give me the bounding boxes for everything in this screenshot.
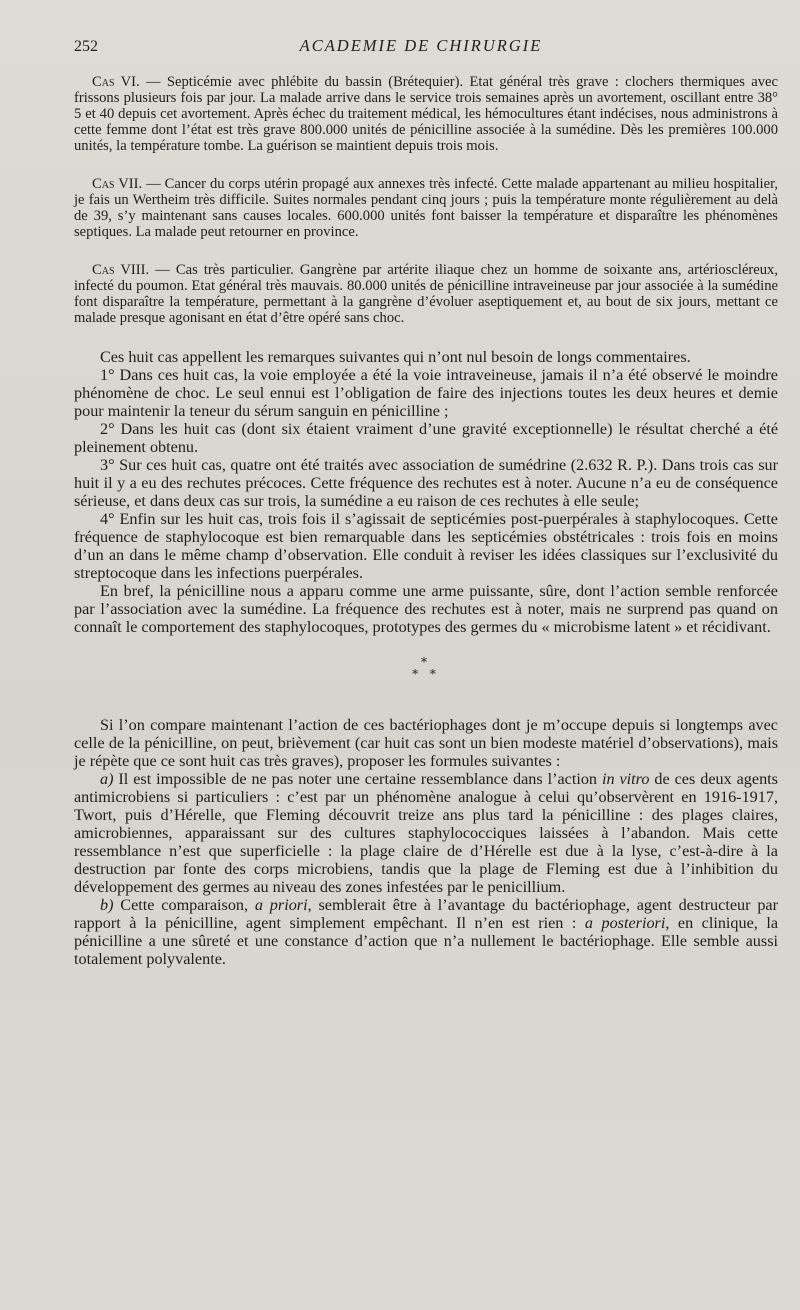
case-report [74, 74, 778, 154]
point-a-italic: in vitro [601, 770, 650, 788]
case-text: — Septicémie avec phlébite du bassin (Brétequier). Etat général très grave : clochers thermiques avec frissons plusieurs fois par jour. La malade arrive dans le service trois semaines après un avortement, oscillant entre 38° 5 et 40 depuis cet avortement. Après échec du traitement médical, les hémocultures étant indécises, nous administrons à cette femme dont l’état est très grave 800.000 unités de pénicilline associée à la sumédine. Dès les premières 100.000 unités, la température tombe. La guérison se maintient depuis trois mois. [74, 74, 778, 154]
point-b-text-1: Cette comparaison, [113, 896, 255, 914]
point-b-text-2: , semblerait être à l’avantage du bactériophage, agent destructeur par rapport à la pénicilline, agent simplement empêchant. Il n’en est rien : [74, 896, 778, 932]
case-report [74, 262, 778, 326]
section-asterism [74, 656, 778, 680]
case-label: Cas VII. [92, 176, 143, 192]
page-header [74, 36, 778, 60]
asterism-bottom: * * [412, 667, 440, 681]
point-a-text-2: de ces deux agents antimicrobiens si particuliers : c’est par un phénomène analogue à celui qu’observèrent en 1916-1917, Twort, puis d’Hérelle, que Fleming découvrit treize ans plus tard la pénicilline : des plages claires, amicrobiennes, apparaissant sur des cultures staphylococciques laissées à l’abandon. Mais cette ressemblance n’est que superficielle : la plage claire de d’Hérelle est due à la lyse, c’est-à-dire à la destruction par fonte des corps microbiens, tandis que la plage de Fleming est due à l’inhibition du développement des germes au niveau des zones infestées par le penicillium. [74, 770, 778, 896]
point-b-marker: b) [100, 896, 114, 914]
case-report [74, 176, 778, 240]
case-text: — Cas très particulier. Gangrène par artérite iliaque chez un homme de soixante ans, artérioscléreux, infecté du poumon. Etat général très mauvais. 80.000 unités de pénicilline intraveineuse par jour associée à la sumédine font disparaître la température, permettant à la gangrène d’évoluer aseptiquement et, au bout de six jours, mettant ce malade presque agonisant en état d’être opéré sans choc. [74, 262, 778, 326]
point-a [74, 770, 778, 896]
remark-3: 3° Sur ces huit cas, quatre ont été traités avec association de sumédrine (2.632 R. P.). Dans trois cas sur huit il y a eu des rechutes précoces. Cette fréquence des rechutes est à noter. Aucune n’a eu de conséquence sérieuse, et dans deux cas sur trois, la sumédine a eu raison de ces rechutes à elle seule; [74, 456, 778, 510]
comparison-intro: Si l’on compare maintenant l’action de ces bactériophages dont je m’occupe depuis si longtemps avec celle de la pénicilline, on peut, brièvement (car huit cas sont un bien modeste matériel d’observations), mais je répète que ce sont huit cas très graves), proposer les formules suivantes : [74, 716, 778, 770]
point-b [74, 896, 778, 968]
point-a-marker: a) [100, 770, 114, 788]
asterism-top: * [421, 655, 431, 669]
page-number: 252 [74, 38, 98, 55]
remarks-intro: Ces huit cas appellent les remarques suivantes qui n’ont nul besoin de longs commentaires. [100, 348, 691, 366]
point-b-text-3: , en clinique, la pénicilline a une sûreté et une constance d’action que n’a nullement le bactériophage. Elle semble aussi totalement polyvalente. [74, 914, 779, 968]
point-b-italic-1: a priori [254, 896, 308, 914]
case-label: Cas VI. [92, 74, 140, 90]
remark-4: 4° Enfin sur les huit cas, trois fois il s’agissait de septicémies post-puerpérales à staphylocoques. Cette fréquence de staphylocoque est bien remarquable dans les septicémies obstétricales : trois fois en moins d’un an dans le même champ d’observation. Elle conduit à reviser les idées classiques sur l’exclusivité du streptocoque dans les infections puerpérales. [74, 510, 778, 582]
remarks-section [74, 348, 778, 636]
case-label: Cas VIII. [92, 262, 150, 278]
case-reports [74, 74, 778, 326]
remark-2: 2° Dans les huit cas (dont six étaient vraiment d’une gravité exceptionnelle) le résultat cherché a été pleinement obtenu. [74, 420, 778, 456]
comparison-section [74, 716, 778, 968]
point-b-italic-2: a posteriori [584, 914, 666, 932]
case-text: — Cancer du corps utérin propagé aux annexes très infecté. Cette malade appartenant au milieu hospitalier, je fais un Wertheim très difficile. Suites normales pendant cinq jours ; puis la température monte régulièrement au delà de 39, s’y maintenant sans causes locales. 600.000 unités font baisser la température et disparaître les phénomènes septiques. La malade peut retourner en province. [74, 176, 779, 240]
remark-1: 1° Dans ces huit cas, la voie employée a été la voie intraveineuse, jamais il n’a été observé le moindre phénomène de choc. Le seul ennui est l’obligation de faire des injections toutes les deux heures et demie pour maintenir la teneur du sérum sanguin en pénicilline ; [74, 366, 778, 420]
running-head: ACADEMIE DE CHIRURGIE [299, 36, 543, 55]
conclusion: En bref, la pénicilline nous a apparu comme une arme puissante, sûre, dont l’action semble renforcée par l’association avec la sumédine. La fréquence des rechutes est à noter, mais ne surprend pas quand on connaît le comportement des staphylocoques, prototypes des germes du « microbisme latent » et récidivant. [74, 582, 778, 636]
point-a-text-1: Il est impossible de ne pas noter une certaine ressemblance dans l’action [113, 770, 602, 788]
